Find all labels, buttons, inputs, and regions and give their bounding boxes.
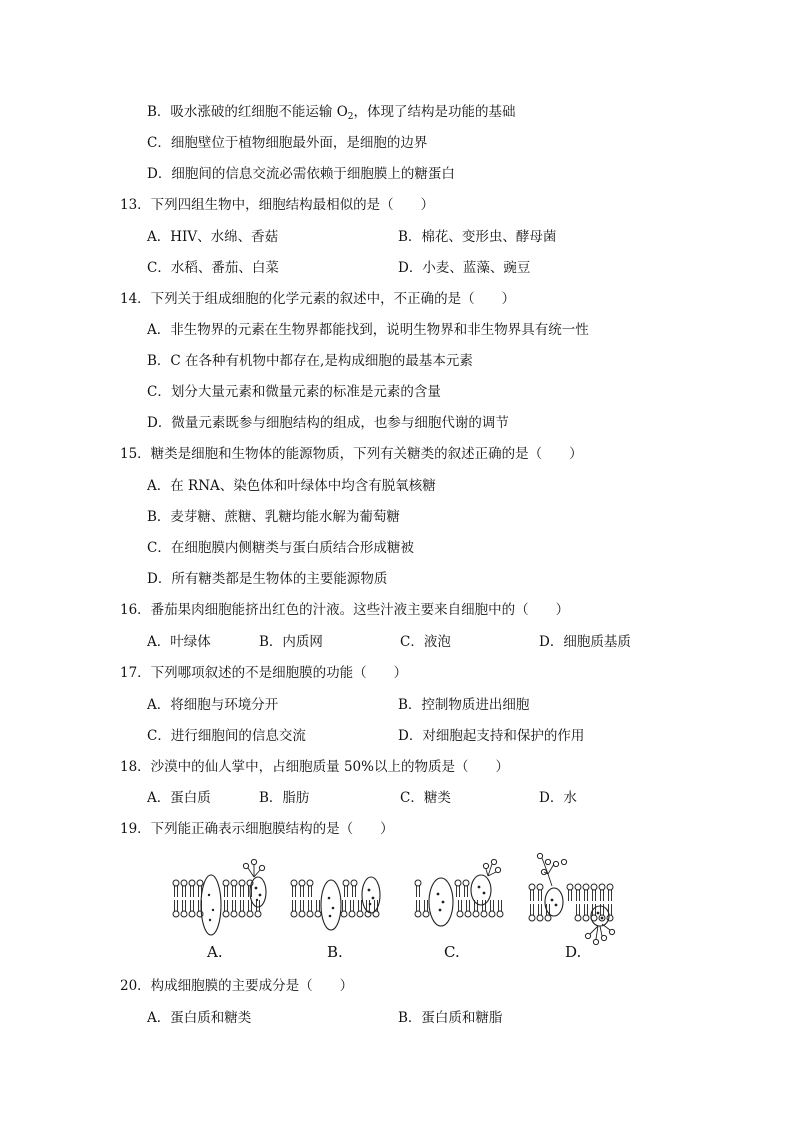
q20-option-b: B．蛋白质和糖脂 xyxy=(398,1010,503,1026)
q16-option-c: C．液泡 xyxy=(400,634,451,650)
q15-option-d: D．所有糖类都是生物体的主要能源物质 xyxy=(147,571,388,587)
q13-stem: 13．下列四组生物中，细胞结构最相似的是（ ） xyxy=(120,197,435,213)
membrane-diagram-b xyxy=(291,877,380,930)
q14-option-b: B．C 在各种有机物中都存在,是构成细胞的最基本元素 xyxy=(147,353,473,369)
q16-option-b: B．内质网 xyxy=(259,634,323,650)
q13-option-b: B．棉花、变形虫、酵母菌 xyxy=(398,229,557,245)
q20-stem: 20．构成细胞膜的主要成分是（ ） xyxy=(120,978,354,994)
figure-label-d: D. xyxy=(565,943,582,961)
q15-option-b: B．麦芽糖、蔗糖、乳糖均能水解为葡萄糖 xyxy=(147,509,400,525)
q15-option-c: C．在细胞膜内侧糖类与蛋白质结合形成糖被 xyxy=(147,540,414,556)
q18-option-d: D．水 xyxy=(539,790,577,806)
q17-option-c: C．进行细胞间的信息交流 xyxy=(147,728,306,744)
q12-option-b-subscript: 2 xyxy=(347,112,354,122)
membrane-diagram-a xyxy=(173,859,266,935)
q17-stem: 17．下列哪项叙述的不是细胞膜的功能（ ） xyxy=(120,665,408,681)
q14-option-a: A．非生物界的元素在生物界都能找到，说明生物界和非生物界具有统一性 xyxy=(147,322,589,338)
q14-option-d: D．微量元素既参与细胞结构的组成，也参与细胞代谢的调节 xyxy=(147,415,509,431)
q17-option-b: B．控制物质进出细胞 xyxy=(398,697,530,713)
q12-option-b-text-end: ，体现了结构是功能的基础 xyxy=(353,104,516,120)
q12-option-b xyxy=(147,103,516,126)
membrane-diagrams-figure xyxy=(168,850,628,965)
q18-stem: 18．沙漠中的仙人掌中，占细胞质量 50%以上的物质是（ ） xyxy=(120,759,509,775)
q12-option-c: C．细胞壁位于植物细胞最外面，是细胞的边界 xyxy=(147,135,428,151)
q18-option-b: B．脂肪 xyxy=(259,790,310,806)
q12-option-b-text: B．吸水涨破的红细胞不能运输 O xyxy=(147,104,348,120)
figure-label-c: C. xyxy=(444,943,460,961)
q17-option-d: D．对细胞起支持和保护的作用 xyxy=(398,728,585,744)
q18-option-a: A．蛋白质 xyxy=(147,790,211,806)
q16-option-a: A．叶绿体 xyxy=(147,634,211,650)
membrane-diagram-c xyxy=(415,859,503,926)
q15-option-a: A．在 RNA、染色体和叶绿体中均含有脱氧核糖 xyxy=(147,478,436,494)
q20-option-a: A．蛋白质和糖类 xyxy=(147,1010,252,1026)
q18-option-c: C．糖类 xyxy=(400,790,451,806)
q16-option-d: D．细胞质基质 xyxy=(539,634,631,650)
q14-stem: 14．下列关于组成细胞的化学元素的叙述中，不正确的是（ ） xyxy=(120,291,516,307)
membrane-diagram-d xyxy=(529,853,615,944)
q14-option-c: C．划分大量元素和微量元素的标准是元素的含量 xyxy=(147,384,441,400)
figure-label-a: A. xyxy=(207,943,223,961)
q19-stem: 19．下列能正确表示细胞膜结构的是（ ） xyxy=(120,821,394,837)
figure-label-b: B. xyxy=(327,943,343,961)
q15-stem: 15．糖类是细胞和生物体的能源物质，下列有关糖类的叙述正确的是（ ） xyxy=(120,446,583,462)
q13-option-d: D．小麦、蓝藻、豌豆 xyxy=(398,260,531,276)
q13-option-a: A．HIV、水绵、香菇 xyxy=(147,229,279,245)
q12-option-d: D．细胞间的信息交流必需依赖于细胞膜上的糖蛋白 xyxy=(147,166,455,182)
q13-option-c: C．水稻、番茄、白菜 xyxy=(147,260,279,276)
q16-stem: 16．番茄果肉细胞能挤出红色的汁液。这些汁液主要来自细胞中的（ ） xyxy=(120,602,570,618)
q17-option-a: A．将细胞与环境分开 xyxy=(147,697,279,713)
